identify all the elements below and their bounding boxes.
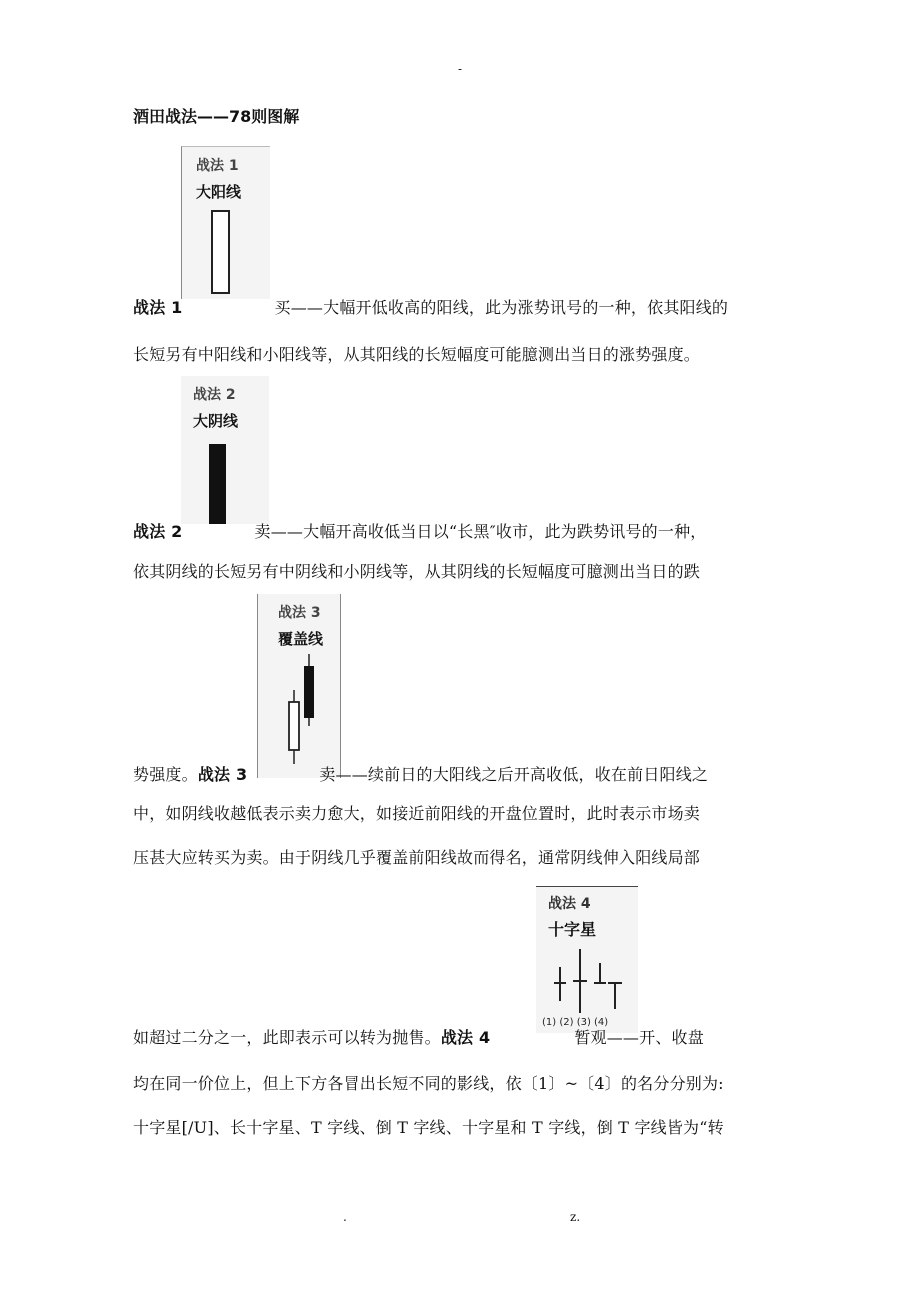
text-line-2: 长短另有中阳线和小阳线等，从其阳线的长短幅度可能臆测出当日的涨势强度。 [133, 345, 701, 364]
figure-2-name: 大阴线 [193, 412, 239, 430]
text-line-1 [133, 298, 793, 318]
figure-1-big-yang-line [181, 146, 270, 299]
line-8-pre: 如超过二分之一，此即表示可以转为抛售。 [133, 1028, 441, 1047]
zhanfa-1-label: 战法 1 [133, 298, 183, 317]
text-line-5 [133, 765, 793, 785]
line-8-text: 暂观——开、收盘 [574, 1028, 704, 1047]
zhanfa-2-label: 战法 2 [133, 522, 183, 541]
figure-3-name: 覆盖线 [278, 630, 324, 648]
covering-candles-icon [258, 594, 340, 778]
figure-2-big-yin-line [181, 376, 269, 524]
figure-3-covering-line [257, 594, 341, 778]
line-3-text: 卖——大幅开高收低当日以“长黑″收市，此为跌势讯号的一种， [254, 522, 707, 541]
text-line-10: 十字星[/U]、长十字星、T 字线、倒 T 字线、十字星和 T 字线，倒 T 字线皆为“转 [133, 1118, 724, 1137]
text-line-8 [133, 1028, 793, 1048]
figure-1-name: 大阳线 [196, 183, 242, 201]
text-line-7: 压甚大应转买为卖。由于阴线几乎覆盖前阳线故而得名，通常阴线伸入阳线局部 [133, 848, 701, 867]
yin-candle-icon [181, 376, 269, 524]
figure-2-tag: 战法 2 [193, 387, 236, 403]
yang-candle-icon [182, 147, 270, 299]
figure-4-labels: (1) (2) (3) (4) [542, 1017, 609, 1028]
line-5-pre: 势强度。 [133, 765, 198, 784]
figure-1-tag: 战法 1 [196, 158, 239, 174]
page-footer-right: z. [570, 1210, 581, 1224]
doji-candles-icon [536, 887, 638, 1033]
text-line-4: 依其阴线的长短另有中阴线和小阴线等，从其阴线的长短幅度可臆测出当日的跌 [133, 562, 701, 581]
document-title: 酒田战法——78则图解 [133, 107, 300, 126]
page-header-mark: - [457, 62, 463, 76]
zhanfa-4-label: 战法 4 [440, 1028, 491, 1047]
line-1-text: 买——大幅开低收高的阳线，此为涨势讯号的一种，依其阳线的 [274, 298, 729, 317]
text-line-6: 中，如阴线收越低表示卖力愈大，如接近前阳线的开盘位置时，此时表示市场卖 [133, 804, 701, 823]
text-line-9: 均在同一价位上，但上下方各冒出长短不同的影线，依〔1〕~〔4〕的名分分别为: [133, 1074, 724, 1093]
figure-4-cross-star [536, 886, 638, 1033]
figure-3-tag: 战法 3 [278, 605, 321, 621]
figure-4-tag: 战法 4 [548, 896, 591, 912]
figure-4-name: 十字星 [548, 920, 597, 939]
zhanfa-3-label: 战法 3 [197, 765, 248, 784]
line-5-text: 卖——续前日的大阳线之后开高收低，收在前日阳线之 [319, 765, 709, 784]
page-footer-left: . [343, 1210, 347, 1224]
text-line-3 [133, 522, 793, 542]
